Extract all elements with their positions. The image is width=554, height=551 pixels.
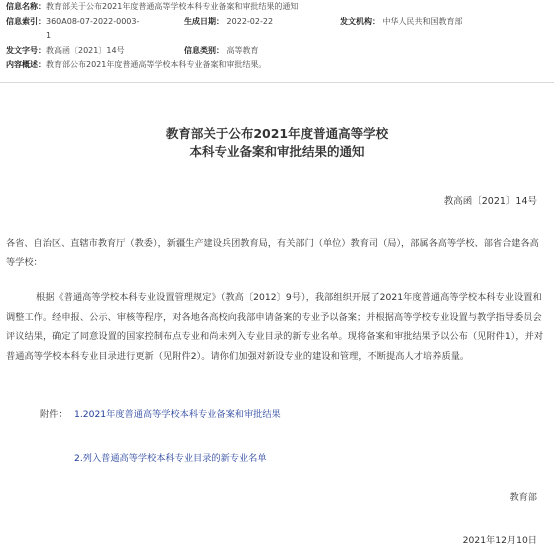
document-number: 教高函〔2021〕14号: [443, 196, 537, 207]
meta-name-value: 教育部关于公布2021年度普通高等学校本科专业备案和审批结果的通知: [46, 2, 299, 11]
meta-row-summary: [6, 58, 554, 73]
attachments-label: 附件：: [40, 409, 68, 420]
meta-org-value: 中华人民共和国教育部: [382, 16, 463, 26]
metadata-table: [6, 0, 554, 73]
metadata-divider: [0, 82, 554, 83]
meta-org-label: 发文机构：: [340, 16, 380, 26]
meta-index-label: 信息索引：: [6, 16, 46, 26]
meta-category-label: 信息类别：: [184, 45, 224, 55]
meta-summary-label: 内容概述：: [6, 60, 46, 69]
document-title-line2: 本科专业备案和审批结果的通知: [189, 144, 365, 159]
meta-docno-value: 教高函〔2021〕14号: [46, 45, 125, 55]
meta-row-index: [6, 15, 554, 44]
meta-docno-label: 发文字号：: [6, 45, 46, 55]
signature: 教育部: [509, 492, 537, 503]
document-date: 2021年12月10日: [462, 535, 537, 546]
meta-index-value: 360A08-07-2022-0003-1: [46, 16, 140, 40]
meta-row-name: [6, 0, 554, 15]
addressee-paragraph: 各省、自治区、直辖市教育厅（教委），新疆生产建设兵团教育局，有关部门（单位）教育司（局），部属各高等学校、部省合建各高等学校：: [6, 238, 539, 268]
meta-row-docno: [6, 44, 554, 59]
meta-created-value: 2022-02-22: [226, 16, 274, 26]
body-paragraph: 根据《普通高等学校本科专业设置管理规定》（教高〔2012〕9号），我部组织开展了2021年度普通高等学校本科专业设置和调整工作。经申报、公示、审核等程序，对各地各高校向我部申请备案的专业予以备案；并根据高等学校专业设置与教学指导委员会评议结果，确定了同意设置的国家控制布点专业和尚未列入专业目录的新专业名单。现将备案和审批结果予以公布（见附件1），并对普通高等学校本科专业目录进行更新（见附件2）。请你们加强对新设专业的建设和管理，不断提高人才培养质量。: [6, 292, 544, 362]
meta-name-label: 信息名称：: [6, 2, 46, 11]
meta-category-value: 高等教育: [226, 45, 259, 55]
document-title-line1: 教育部关于公布2021年度普通高等学校: [165, 126, 389, 141]
meta-summary-value: 教育部公布2021年度普通高等学校本科专业备案和审批结果。: [46, 60, 267, 69]
attachment-link-2[interactable]: 2.列入普通高等学校本科专业目录的新专业名单: [74, 453, 267, 464]
attachment-link-1[interactable]: 1.2021年度普通高等学校本科专业备案和审批结果: [74, 409, 281, 420]
meta-created-label: 生成日期：: [184, 16, 224, 26]
